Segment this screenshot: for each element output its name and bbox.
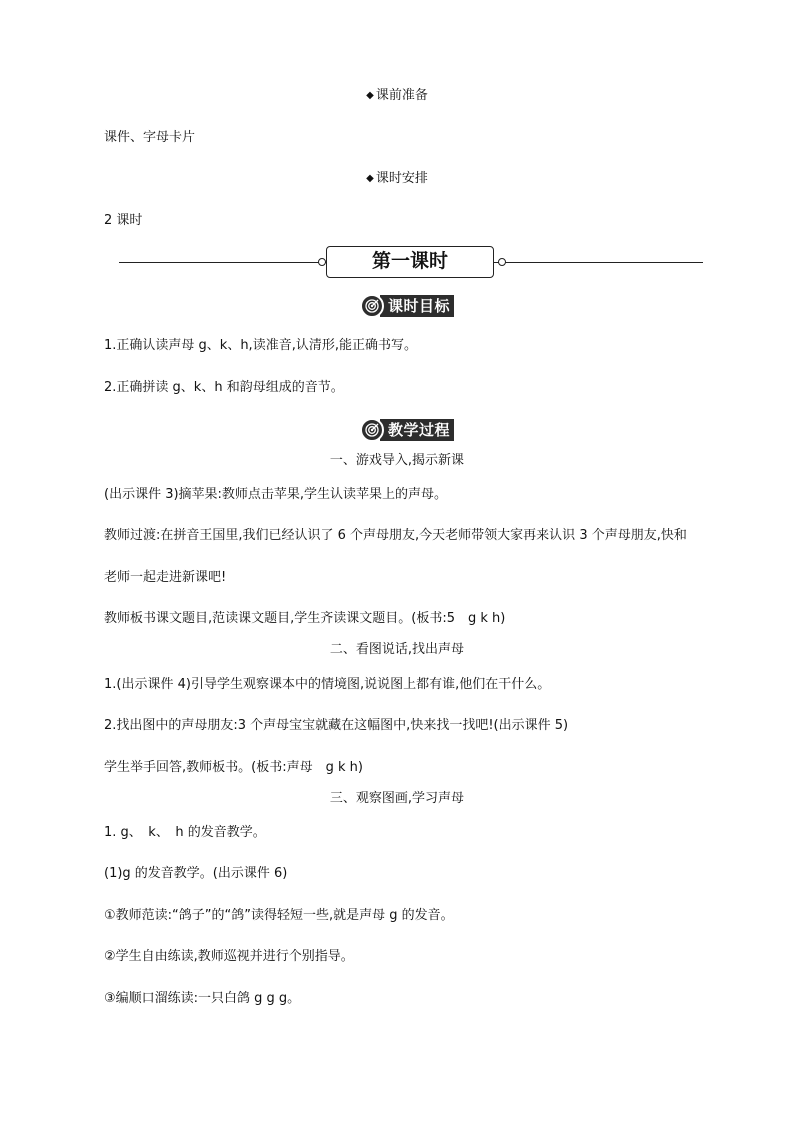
paragraph: 学生举手回答,教师板书。(板书:声母 g k h) — [104, 760, 363, 775]
paragraph: 教师过渡:在拼音王国里,我们已经认识了 6 个声母朋友,今天老师带领大家再来认识 3 个声母朋友,快和 — [104, 528, 687, 543]
paragraph: 老师一起走进新课吧! — [104, 570, 227, 585]
objectives-badge-label: 课时目标 — [380, 295, 454, 317]
banner-ornament-right — [498, 258, 506, 266]
schedule-heading: ◆ 课时安排 — [0, 171, 794, 188]
objectives-badge — [360, 295, 454, 317]
paragraph: ①教师范读:“鸽子”的“鸽”读得轻短一些,就是声母 g 的发音。 — [104, 908, 454, 923]
section-heading: 三、观察图画,学习声母 — [329, 791, 465, 806]
banner-rule-right — [494, 262, 703, 263]
paragraph: 1. g、 k、 h 的发音教学。 — [104, 825, 266, 840]
schedule-content: 2 课时 — [104, 213, 143, 228]
prep-heading: ◆ 课前准备 — [0, 88, 794, 105]
section-heading: 一、游戏导入,揭示新课 — [329, 453, 465, 468]
paragraph: 1.(出示课件 4)引导学生观察课本中的情境图,说说图上都有谁,他们在干什么。 — [104, 677, 551, 692]
banner-ornament-left — [318, 258, 326, 266]
paragraph: 2.找出图中的声母朋友:3 个声母宝宝就藏在这幅图中,快来找一找吧!(出示课件 5) — [104, 718, 569, 733]
paragraph: ③编顺口溜练读:一只白鸽 g g g。 — [104, 991, 301, 1006]
process-badge — [360, 419, 454, 441]
lesson-title: 第一课时 — [326, 246, 494, 278]
process-badge-label: 教学过程 — [380, 419, 454, 441]
paragraph: ②学生自由练读,教师巡视并进行个别指导。 — [104, 949, 354, 964]
target-icon — [360, 294, 384, 318]
objective-item: 2.正确拼读 g、k、h 和韵母组成的音节。 — [104, 380, 344, 395]
paragraph: 教师板书课文题目,范读课文题目,学生齐读课文题目。(板书:5 g k h) — [104, 611, 506, 626]
prep-content: 课件、字母卡片 — [104, 130, 196, 145]
paragraph: (1)g 的发音教学。(出示课件 6) — [104, 866, 288, 881]
objective-item: 1.正确认读声母 g、k、h,读准音,认清形,能正确书写。 — [104, 338, 417, 353]
paragraph: (出示课件 3)摘苹果:教师点击苹果,学生认读苹果上的声母。 — [104, 487, 448, 502]
target-icon — [360, 418, 384, 442]
banner-rule-left — [119, 262, 327, 263]
section-heading: 二、看图说话,找出声母 — [329, 642, 465, 657]
